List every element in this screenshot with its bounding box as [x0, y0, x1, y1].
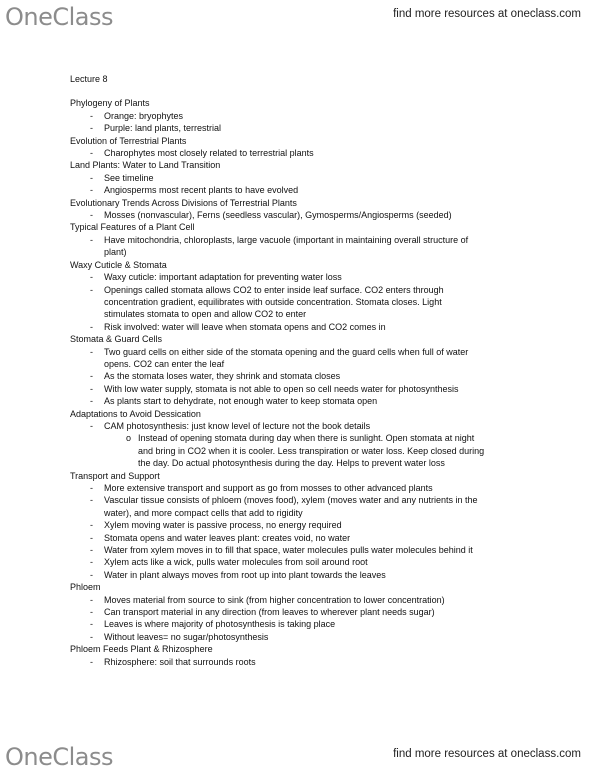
dash-marker: -	[90, 520, 93, 531]
bullet-item	[70, 544, 590, 556]
dash-marker: -	[90, 607, 93, 618]
dash-marker: -	[90, 594, 93, 605]
bullet-text: Water in plant always moves from root up into plant towards the leaves	[104, 569, 386, 580]
bullet-text: Xylem acts like a wick, pulls water molecules from soil around root	[104, 557, 368, 568]
bullet-item	[70, 556, 590, 568]
dash-marker: -	[90, 420, 93, 431]
section-heading: Waxy Cuticle & Stomata	[70, 259, 167, 270]
dash-marker: -	[90, 545, 93, 556]
dash-marker: -	[90, 110, 93, 121]
dash-marker: -	[90, 148, 93, 159]
bullet-item	[70, 594, 590, 606]
dash-marker: -	[90, 185, 93, 196]
sub-bullet-text: the day. Do actual photosynthesis during the day. Helps to prevent water loss	[138, 458, 445, 469]
find-resources-link-footer[interactable]: find more resources at oneclass.com	[393, 748, 581, 760]
section-heading: Phloem	[70, 582, 101, 593]
dash-marker: -	[90, 383, 93, 394]
bullet-text: More extensive transport and support as go from mosses to other advanced plants	[104, 483, 433, 493]
bullet-item	[70, 383, 590, 395]
dash-marker: -	[90, 172, 93, 183]
dash-marker: -	[90, 656, 93, 667]
logo-text: OneClass	[5, 743, 114, 771]
section-heading: Land Plants: Water to Land Transition	[70, 160, 221, 171]
bullet-text: Can transport material in any direction (from leaves to wherever plant needs sugar)	[104, 607, 435, 618]
oneclass-logo[interactable]	[5, 5, 113, 29]
bullet-item	[70, 172, 590, 184]
dash-marker: -	[90, 321, 93, 332]
bullet-item	[70, 321, 590, 333]
bullet-text: Angiosperms most recent plants to have evolved	[104, 185, 299, 196]
section-heading: Adaptations to Avoid Dessication	[70, 408, 201, 419]
bullet-item	[70, 308, 590, 320]
bullet-text: Vascular tissue consists of phloem (moves food), xylem (moves water and any nutrients in the	[104, 495, 478, 506]
bullet-item	[70, 246, 590, 258]
bullet-text: Leaves is where majority of photosynthesis is taking place	[104, 619, 336, 630]
bullet-item	[70, 147, 590, 159]
sub-bullet-item	[70, 445, 590, 457]
bullet-item	[70, 395, 590, 407]
bullet-text: Without leaves= no sugar/photosynthesis	[104, 631, 269, 642]
bullet-text: Stomata opens and water leaves plant: creates void, no water	[104, 532, 351, 543]
section-heading: Transport and Support	[70, 470, 160, 481]
bullet-item	[70, 122, 590, 134]
spacer	[70, 85, 590, 97]
bullet-item	[70, 358, 590, 370]
bullet-text: Charophytes most closely related to terrestrial plants	[104, 148, 314, 159]
bullet-text: Rhizosphere: soil that surrounds roots	[104, 656, 256, 667]
section-heading: Phloem Feeds Plant & Rhizosphere	[70, 644, 213, 655]
bullet-item	[70, 110, 590, 122]
bullet-item	[70, 519, 590, 531]
section-heading: Evolutionary Trends Across Divisions of Terrestrial Plants	[70, 197, 297, 208]
bullet-item	[70, 631, 590, 643]
bullet-item	[70, 370, 590, 382]
dash-marker: -	[90, 557, 93, 568]
dash-marker: -	[90, 284, 93, 295]
dash-marker: -	[90, 631, 93, 642]
dash-marker: -	[90, 532, 93, 543]
bullet-item	[70, 494, 590, 506]
section-heading: Typical Features of a Plant Cell	[70, 222, 195, 233]
dash-marker: -	[90, 619, 93, 630]
logo-text: OneClass	[5, 3, 114, 31]
bullet-item	[70, 271, 590, 283]
dash-marker: -	[90, 483, 93, 493]
bullet-text: Waxy cuticle: important adaptation for preventing water loss	[104, 272, 342, 283]
bullet-item	[70, 234, 590, 246]
bullet-text: Risk involved: water will leave when stomata opens and CO2 comes in	[104, 321, 386, 332]
dash-marker: -	[90, 371, 93, 382]
bullet-item	[70, 618, 590, 630]
section-heading: Evolution of Terrestrial Plants	[70, 135, 187, 146]
sub-bullet-text: Instead of opening stomata during day when there is sunlight. Open stomata at night	[138, 433, 475, 444]
find-resources-link[interactable]: find more resources at oneclass.com	[393, 8, 581, 20]
oneclass-logo-footer[interactable]	[5, 745, 113, 769]
section-heading: Stomata & Guard Cells	[70, 334, 163, 345]
bullet-text: water), and more compact cells that add to rigidity	[104, 507, 303, 518]
bullet-text: As the stomata loses water, they shrink and stomata closes	[104, 371, 341, 382]
bullet-text: See timeline	[104, 172, 154, 183]
lecture-title: Lecture 8	[70, 74, 108, 84]
dash-marker: -	[90, 234, 93, 245]
dash-marker: -	[90, 272, 93, 283]
sub-bullet-text: and bring in CO2 when it is cooler. Less transpiration or water loss. Keep closed during	[138, 445, 485, 456]
section-heading: Phylogeny of Plants	[70, 98, 150, 109]
dash-marker: -	[90, 346, 93, 357]
bullet-text: opens. CO2 can enter the leaf	[104, 358, 225, 369]
bullet-text: plant)	[104, 247, 127, 258]
bullet-text: stimulates stomata to open and allow CO2 to enter	[104, 309, 307, 320]
bullet-text: Xylem moving water is passive process, no energy required	[104, 520, 342, 531]
bullet-item	[70, 606, 590, 618]
bullet-text: Moves material from source to sink (from higher concentration to lower concentration)	[104, 594, 445, 605]
bullet-item	[70, 656, 590, 668]
bullet-text: Orange: bryophytes	[104, 110, 184, 121]
bullet-text: Have mitochondria, chloroplasts, large vacuole (important in maintaining overall structure of	[104, 234, 469, 245]
bullet-item	[70, 209, 590, 221]
bullet-text: Openings called stomata allows CO2 to enter inside leaf surface. CO2 enters through	[104, 284, 444, 295]
bullet-text: concentration gradient, equilibrates with outside concentration. Stomata closes. Light	[104, 296, 442, 307]
bullet-item	[70, 346, 590, 358]
dash-marker: -	[90, 123, 93, 134]
bullet-text: As plants start to dehydrate, not enough water to keep stomata open	[104, 396, 378, 407]
bullet-item	[70, 296, 590, 308]
bullet-item	[70, 507, 590, 519]
bullet-text: With low water supply, stomata is not able to open so cell needs water for photosynthesis	[104, 383, 459, 394]
bullet-text: Water from xylem moves in to fill that space, water molecules pulls water molecules behind it	[104, 545, 473, 556]
bullet-text: Mosses (nonvascular), Ferns (seedless vascular), Gymosperms/Angiosperms (seeded)	[104, 210, 452, 221]
sub-bullet-item	[70, 432, 590, 444]
circle-marker: o	[126, 433, 132, 444]
sub-bullet-item	[70, 457, 590, 469]
bullet-item	[70, 284, 590, 296]
bullet-item	[70, 184, 590, 196]
bullet-item	[70, 569, 590, 581]
bullet-item	[70, 532, 590, 544]
bullet-text: Purple: land plants, terrestrial	[104, 123, 222, 134]
bullet-text: Two guard cells on either side of the stomata opening and the guard cells when full of water	[104, 346, 469, 357]
bullet-text: CAM photosynthesis: just know level of lecture not the book details	[104, 420, 371, 431]
lecture-notes	[70, 73, 590, 668]
bullet-item	[70, 482, 590, 494]
dash-marker: -	[90, 396, 93, 407]
dash-marker: -	[90, 569, 93, 580]
bullet-item	[70, 420, 590, 432]
dash-marker: -	[90, 495, 93, 506]
dash-marker: -	[90, 210, 93, 221]
